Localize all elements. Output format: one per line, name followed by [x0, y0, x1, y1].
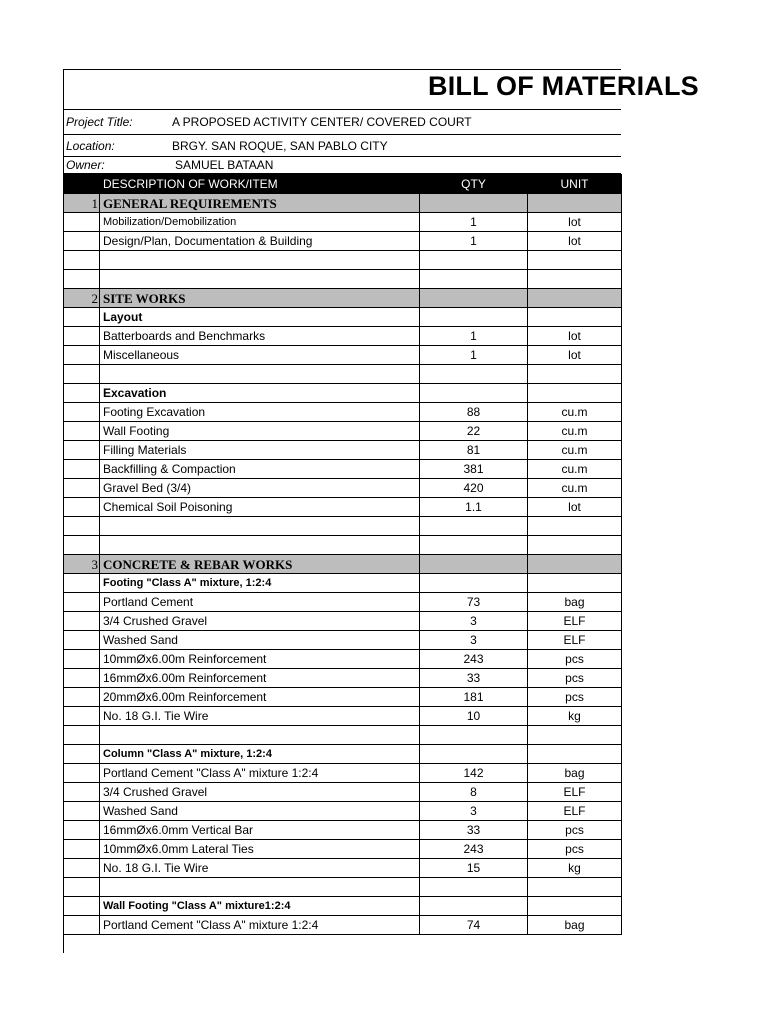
table-row	[64, 479, 622, 498]
project-title-label: Project Title:	[66, 115, 133, 129]
item-qty: 1	[420, 327, 528, 346]
table-row	[64, 707, 622, 726]
item-unit: ELF	[528, 783, 622, 802]
item-qty: 3	[420, 612, 528, 631]
item-unit: cu.m	[528, 441, 622, 460]
item-description: 16mmØx6.00m Reinforcement	[100, 669, 420, 688]
item-qty: 1	[420, 232, 528, 251]
item-unit: ELF	[528, 631, 622, 650]
item-unit: pcs	[528, 821, 622, 840]
owner-value: SAMUEL BATAAN	[175, 158, 274, 172]
item-number	[64, 460, 100, 479]
blank-row	[64, 517, 622, 536]
table-row	[64, 574, 622, 593]
item-description: Column "Class A" mixture, 1:2:4	[100, 745, 420, 764]
item-unit	[528, 536, 622, 555]
item-description: Batterboards and Benchmarks	[100, 327, 420, 346]
item-description: Excavation	[100, 384, 420, 403]
item-qty: 243	[420, 650, 528, 669]
item-description	[100, 365, 420, 384]
item-number	[64, 840, 100, 859]
item-number	[64, 726, 100, 745]
item-description: 3/4 Crushed Gravel	[100, 783, 420, 802]
item-number	[64, 688, 100, 707]
item-unit: bag	[528, 593, 622, 612]
item-description: Gravel Bed (3/4)	[100, 479, 420, 498]
table-row	[64, 859, 622, 878]
item-number	[64, 802, 100, 821]
table-row	[64, 669, 622, 688]
item-number	[64, 897, 100, 916]
item-unit	[528, 574, 622, 593]
owner-row	[64, 157, 621, 174]
item-description: Miscellaneous	[100, 346, 420, 365]
item-description	[100, 517, 420, 536]
item-qty: 88	[420, 403, 528, 422]
blank-row	[64, 270, 622, 289]
header-description: DESCRIPTION OF WORK/ITEM	[100, 175, 420, 194]
item-description: Footing "Class A" mixture, 1:2:4	[100, 574, 420, 593]
item-number	[64, 346, 100, 365]
item-qty: 3	[420, 802, 528, 821]
item-unit	[528, 384, 622, 403]
item-number	[64, 251, 100, 270]
item-description: 20mmØx6.00m Reinforcement	[100, 688, 420, 707]
item-qty: 22	[420, 422, 528, 441]
item-number	[64, 308, 100, 327]
item-number	[64, 403, 100, 422]
item-unit: lot	[528, 498, 622, 517]
item-number	[64, 593, 100, 612]
item-number	[64, 536, 100, 555]
item-number: 1	[64, 194, 100, 213]
item-description: No. 18 G.I. Tie Wire	[100, 707, 420, 726]
item-description: Portland Cement "Class A" mixture 1:2:4	[100, 764, 420, 783]
item-qty	[420, 574, 528, 593]
item-description: 3/4 Crushed Gravel	[100, 612, 420, 631]
table-row	[64, 232, 622, 251]
item-description: CONCRETE & REBAR WORKS	[100, 555, 420, 574]
item-number	[64, 783, 100, 802]
item-description	[100, 536, 420, 555]
table-row	[64, 460, 622, 479]
item-qty: 15	[420, 859, 528, 878]
item-qty: 381	[420, 460, 528, 479]
table-row	[64, 213, 622, 232]
table-row	[64, 916, 622, 935]
item-description: Chemical Soil Poisoning	[100, 498, 420, 517]
item-qty: 33	[420, 669, 528, 688]
item-qty: 3	[420, 631, 528, 650]
item-qty: 142	[420, 764, 528, 783]
item-qty	[420, 745, 528, 764]
item-qty	[420, 878, 528, 897]
item-unit: cu.m	[528, 403, 622, 422]
item-description	[100, 251, 420, 270]
header-number	[64, 175, 100, 194]
item-qty: 8	[420, 783, 528, 802]
item-unit: bag	[528, 916, 622, 935]
item-unit: lot	[528, 232, 622, 251]
item-description: Wall Footing	[100, 422, 420, 441]
item-qty: 10	[420, 707, 528, 726]
item-unit	[528, 270, 622, 289]
item-qty	[420, 555, 528, 574]
owner-label: Owner:	[66, 158, 105, 172]
item-description: 10mmØx6.0mm Lateral Ties	[100, 840, 420, 859]
table-row	[64, 498, 622, 517]
item-unit: lot	[528, 346, 622, 365]
item-description	[100, 726, 420, 745]
table-row	[64, 897, 622, 916]
item-description	[100, 878, 420, 897]
item-description: Portland Cement	[100, 593, 420, 612]
table-row	[64, 612, 622, 631]
item-number: 3	[64, 555, 100, 574]
item-unit: cu.m	[528, 460, 622, 479]
item-description: Layout	[100, 308, 420, 327]
table-row	[64, 650, 622, 669]
item-unit	[528, 726, 622, 745]
item-unit	[528, 289, 622, 308]
item-unit: bag	[528, 764, 622, 783]
item-number	[64, 422, 100, 441]
item-number	[64, 232, 100, 251]
section-row	[64, 555, 622, 574]
item-description: Mobilization/Demobilization	[100, 213, 420, 232]
item-description: GENERAL REQUIREMENTS	[100, 194, 420, 213]
blank-row	[64, 726, 622, 745]
title-row	[64, 70, 699, 110]
item-number	[64, 517, 100, 536]
bill-of-materials-sheet	[63, 69, 699, 953]
item-unit: cu.m	[528, 479, 622, 498]
table-row	[64, 631, 622, 650]
item-qty	[420, 517, 528, 536]
item-number	[64, 916, 100, 935]
table-row	[64, 593, 622, 612]
item-unit: pcs	[528, 669, 622, 688]
item-number	[64, 707, 100, 726]
blank-row	[64, 536, 622, 555]
item-unit: pcs	[528, 840, 622, 859]
item-number	[64, 441, 100, 460]
item-unit	[528, 251, 622, 270]
location-value: BRGY. SAN ROQUE, SAN PABLO CITY	[172, 138, 388, 153]
item-qty	[420, 289, 528, 308]
table-row	[64, 403, 622, 422]
item-description: Backfilling & Compaction	[100, 460, 420, 479]
item-qty: 181	[420, 688, 528, 707]
table-row	[64, 384, 622, 403]
item-unit: pcs	[528, 650, 622, 669]
item-description: Washed Sand	[100, 631, 420, 650]
table-row	[64, 688, 622, 707]
table-body	[64, 194, 622, 935]
item-qty	[420, 308, 528, 327]
item-number	[64, 650, 100, 669]
item-qty	[420, 384, 528, 403]
item-unit: ELF	[528, 612, 622, 631]
item-description	[100, 270, 420, 289]
item-unit: pcs	[528, 688, 622, 707]
item-description: 10mmØx6.00m Reinforcement	[100, 650, 420, 669]
item-description: SITE WORKS	[100, 289, 420, 308]
item-number	[64, 631, 100, 650]
item-unit	[528, 897, 622, 916]
item-unit: kg	[528, 859, 622, 878]
materials-table	[63, 174, 622, 935]
item-description: Footing Excavation	[100, 403, 420, 422]
location-label: Location:	[66, 138, 115, 153]
blank-row	[64, 251, 622, 270]
table-row	[64, 764, 622, 783]
item-description: Filling Materials	[100, 441, 420, 460]
item-qty: 1	[420, 213, 528, 232]
table-row	[64, 802, 622, 821]
item-qty	[420, 536, 528, 555]
item-qty: 73	[420, 593, 528, 612]
header-qty: QTY	[420, 175, 528, 194]
header-unit: UNIT	[528, 175, 622, 194]
item-qty: 420	[420, 479, 528, 498]
item-qty	[420, 897, 528, 916]
item-qty: 1	[420, 346, 528, 365]
item-number	[64, 498, 100, 517]
item-number	[64, 384, 100, 403]
item-unit: lot	[528, 213, 622, 232]
item-number	[64, 213, 100, 232]
section-row	[64, 289, 622, 308]
table-row	[64, 441, 622, 460]
table-row	[64, 840, 622, 859]
item-qty	[420, 194, 528, 213]
document-title: BILL OF MATERIALS	[428, 71, 699, 101]
item-description: Portland Cement "Class A" mixture 1:2:4	[100, 916, 420, 935]
table-row	[64, 346, 622, 365]
item-qty: 33	[420, 821, 528, 840]
item-qty	[420, 365, 528, 384]
section-row	[64, 194, 622, 213]
item-unit	[528, 745, 622, 764]
item-number: 2	[64, 289, 100, 308]
blank-row	[64, 878, 622, 897]
table-row	[64, 327, 622, 346]
item-number	[64, 878, 100, 897]
table-row	[64, 422, 622, 441]
table-header-row	[64, 175, 622, 194]
table-row	[64, 745, 622, 764]
item-qty: 74	[420, 916, 528, 935]
project-title-row	[64, 110, 621, 135]
item-number	[64, 859, 100, 878]
item-description: Washed Sand	[100, 802, 420, 821]
table-row	[64, 308, 622, 327]
item-qty	[420, 251, 528, 270]
item-number	[64, 612, 100, 631]
item-unit: kg	[528, 707, 622, 726]
item-unit	[528, 308, 622, 327]
item-number	[64, 764, 100, 783]
item-number	[64, 327, 100, 346]
project-title-value: A PROPOSED ACTIVITY CENTER/ COVERED COURT	[172, 115, 472, 129]
item-qty: 81	[420, 441, 528, 460]
item-description: Design/Plan, Documentation & Building	[100, 232, 420, 251]
item-number	[64, 574, 100, 593]
item-description: Wall Footing "Class A" mixture1:2:4	[100, 897, 420, 916]
blank-row	[64, 365, 622, 384]
item-number	[64, 270, 100, 289]
item-number	[64, 669, 100, 688]
item-qty	[420, 726, 528, 745]
item-unit: ELF	[528, 802, 622, 821]
item-qty: 1.1	[420, 498, 528, 517]
item-description: 16mmØx6.0mm Vertical Bar	[100, 821, 420, 840]
item-qty	[420, 270, 528, 289]
item-number	[64, 479, 100, 498]
item-unit	[528, 517, 622, 536]
item-unit	[528, 878, 622, 897]
item-unit	[528, 194, 622, 213]
item-unit: lot	[528, 327, 622, 346]
location-row	[64, 135, 621, 157]
item-number	[64, 821, 100, 840]
item-number	[64, 365, 100, 384]
item-number	[64, 745, 100, 764]
item-unit: cu.m	[528, 422, 622, 441]
item-qty: 243	[420, 840, 528, 859]
table-row	[64, 783, 622, 802]
item-description: No. 18 G.I. Tie Wire	[100, 859, 420, 878]
table-row	[64, 821, 622, 840]
item-unit	[528, 555, 622, 574]
item-unit	[528, 365, 622, 384]
